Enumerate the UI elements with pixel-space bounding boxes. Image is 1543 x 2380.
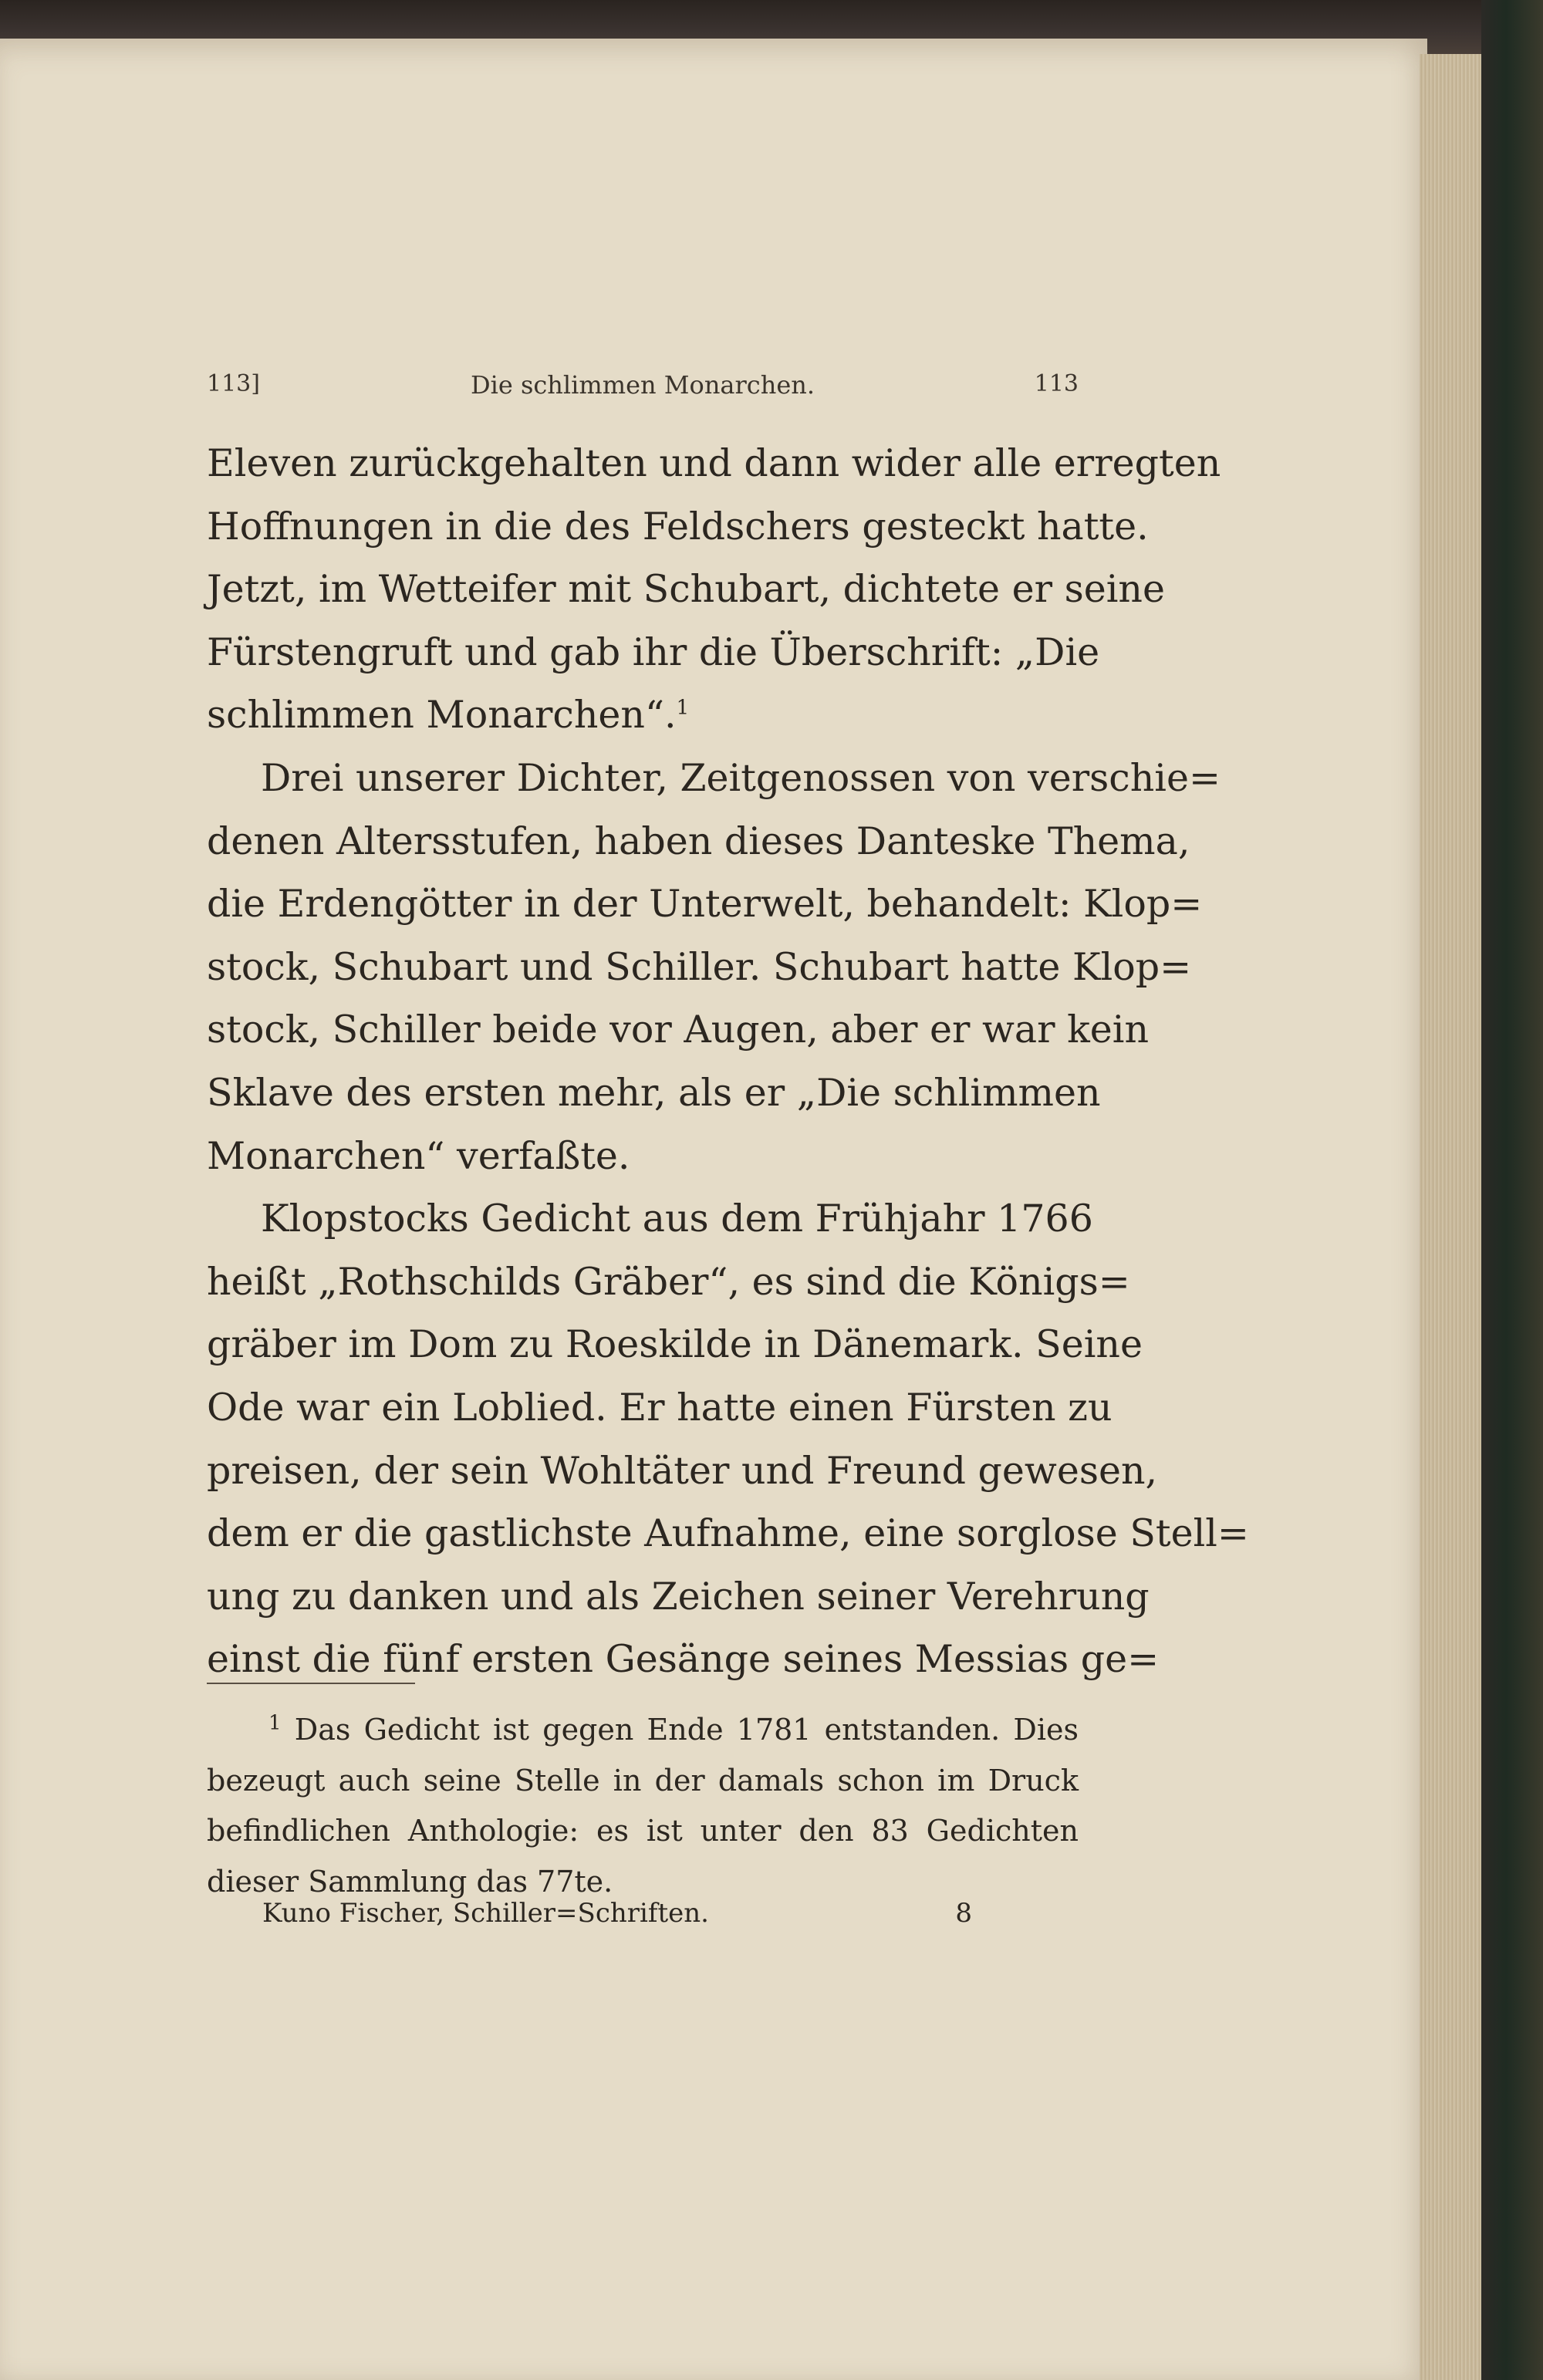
footnote-reference: 1 — [676, 697, 690, 721]
text-line: Hoffnungen in die des Feldschers gesteckt hatte. — [207, 504, 1149, 549]
sheet-number: 8 — [955, 1898, 972, 1929]
page-edges — [1420, 54, 1481, 2380]
text-line: gräber im Dom zu Roeskilde in Dänemark. Seine — [207, 1322, 1143, 1367]
text-line: Monarchen“ verfaßte. — [207, 1133, 630, 1178]
text-line: Ode war ein Loblied. Er hatte einen Fürsten zu — [207, 1385, 1113, 1430]
text-line: preisen, der sein Wohltäter und Freund gewesen, — [207, 1448, 1158, 1493]
body-text — [207, 432, 1249, 1691]
running-head — [207, 370, 1079, 409]
text-line: die Erdengötter in der Unterwelt, behandelt: Klop= — [207, 882, 1203, 927]
text-line: dem er die gastlichste Aufnahme, eine sorglose Stell= — [207, 1511, 1249, 1556]
footnote-line: dieser Sammlung das 77te. — [207, 1864, 613, 1899]
book-cover-spine — [1481, 0, 1543, 2380]
running-head-title: Die schlimmen Monarchen. — [470, 370, 815, 400]
running-head-left: 113] — [207, 370, 260, 397]
text-line: Eleven zurückgehalten und dann wider alle erregten — [207, 441, 1221, 485]
text-line: stock, Schubart und Schiller. Schubart hatte Klop= — [207, 944, 1192, 989]
text-line: denen Altersstufen, haben dieses Danteske Thema, — [207, 819, 1190, 863]
footnote-line: bezeugt auch seine Stelle in der damals schon im Druck — [207, 1763, 1079, 1798]
text-line: einst die fünf ersten Gesänge seines Messias ge= — [207, 1637, 1160, 1682]
footnote-divider — [207, 1683, 415, 1684]
text-line: Sklave des ersten mehr, als er „Die schlimmen — [207, 1070, 1101, 1115]
page-number: 113 — [1034, 370, 1079, 397]
text-line: schlimmen Monarchen“.$^1$ — [207, 693, 690, 738]
text-line: Jetzt, im Wetteifer mit Schubart, dichtete er seine — [207, 567, 1165, 612]
signature-text: Kuno Fischer, Schiller=Schriften. — [262, 1898, 709, 1929]
text-line: heißt „Rothschilds Gräber“, es sind die Königs= — [207, 1259, 1130, 1304]
text-line: Klopstocks Gedicht aus dem Frühjahr 1766 — [261, 1197, 1093, 1241]
text-line: Drei unserer Dichter, Zeitgenossen von verschie= — [261, 755, 1221, 800]
footnote-line: befindlichen Anthologie: es ist unter den 83 Gedichten — [207, 1814, 1079, 1848]
footnote-marker: 1 — [268, 1711, 282, 1735]
footnotes — [207, 1705, 1079, 1907]
text-line: ung zu danken und als Zeichen seiner Verehrung — [207, 1574, 1150, 1619]
text-line: stock, Schiller beide vor Augen, aber er war kein — [207, 1008, 1150, 1052]
footnote-line: $^1$ Das Gedicht ist gegen Ende 1781 entstanden. Dies — [268, 1711, 1079, 1747]
text-line: Fürstengruft und gab ihr die Überschrift: „Die — [207, 630, 1100, 674]
